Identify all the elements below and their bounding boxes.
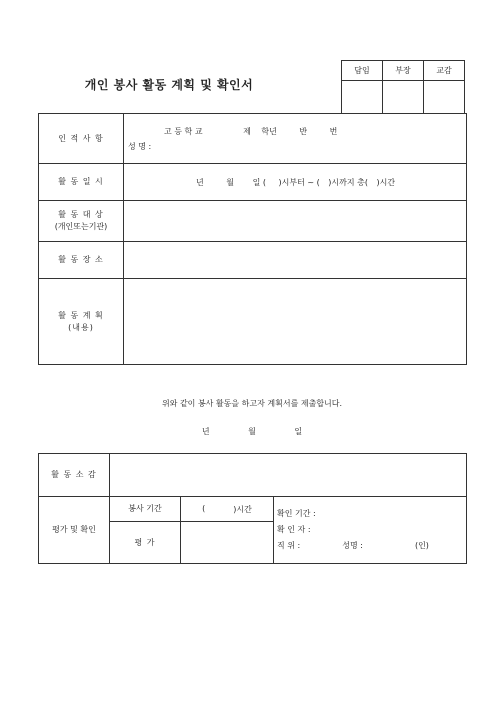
confirmation-cell[interactable] [274, 497, 467, 564]
approval-sign-vice-principal[interactable] [424, 81, 465, 114]
total-hours-label: )시간 [376, 177, 396, 187]
number-label: 번 [329, 126, 338, 136]
grade-label: 학년 [261, 126, 277, 136]
grade-evaluation-label: 평 가 [110, 522, 181, 564]
approval-header-homeroom: 담임 [342, 61, 383, 81]
confirm-period-label: 확인 기간 : [277, 509, 316, 518]
date-year-label: 년 [201, 427, 210, 436]
personal-info-label: 인 적 사 항 [39, 114, 124, 164]
to-hour-label: )시까지 총( [328, 177, 368, 187]
activity-datetime-label: 활 동 일 시 [39, 164, 124, 201]
activity-target-cell[interactable] [124, 201, 467, 242]
from-hour-label: )시부터 ~ ( [278, 177, 320, 187]
approval-sign-homeroom[interactable] [342, 81, 383, 114]
evaluation-label: 평가 및 확인 [39, 497, 110, 564]
approval-header-dept-head: 부장 [383, 61, 424, 81]
approval-sign-dept-head[interactable] [383, 81, 424, 114]
name-label: 성 명 : [128, 141, 152, 151]
signer-name-label: 성명 : [342, 541, 363, 550]
activity-plan-label-sub: (내용) [68, 322, 94, 332]
service-hours-open: ( [202, 503, 206, 513]
service-hours-label: 봉사 기간 [110, 497, 181, 522]
approval-header-vice-principal: 교감 [424, 61, 465, 81]
month-label: 월 [226, 177, 235, 187]
activity-plan-cell[interactable] [124, 279, 467, 365]
date-month-label: 월 [248, 427, 256, 436]
activity-place-cell[interactable] [124, 242, 467, 279]
activity-target-label-main: 활 동 대 상 [58, 210, 104, 219]
date-day-label: 일 [294, 427, 303, 436]
activity-place-label: 활 동 장 소 [39, 242, 124, 279]
approval-table [341, 60, 465, 114]
grade-prefix: 제 [243, 126, 251, 136]
class-label: 반 [299, 126, 308, 136]
seal-label: (인) [414, 541, 429, 550]
position-label: 직 위 : [277, 541, 301, 550]
impression-cell[interactable] [110, 454, 467, 497]
day-label: 일 ( [252, 177, 266, 187]
activity-plan-table [38, 113, 467, 365]
personal-info-cell[interactable] [124, 114, 467, 164]
activity-target-label [39, 201, 124, 242]
school-label: 고 등 학 교 [164, 126, 203, 136]
grade-evaluation-cell[interactable] [181, 522, 274, 564]
activity-plan-label-main: 활 동 계 획 [58, 310, 104, 320]
activity-plan-label [39, 279, 124, 365]
document-title: 개인 봉사 활동 계획 및 확인서 [84, 78, 254, 92]
service-hours-close: )시간 [233, 504, 252, 514]
activity-datetime-cell[interactable] [124, 164, 467, 201]
submission-date [38, 426, 466, 437]
evaluation-table [38, 453, 467, 564]
activity-target-label-sub: (개인또는기관) [54, 222, 108, 231]
year-label: 년 [196, 177, 204, 187]
confirmer-label: 확 인 자 : [277, 525, 311, 534]
declaration-text: 위와 같이 봉사 활동을 하고자 계획서를 제출합니다. [161, 399, 343, 408]
impression-label: 활 동 소 감 [39, 454, 110, 497]
service-hours-cell[interactable] [181, 497, 274, 522]
